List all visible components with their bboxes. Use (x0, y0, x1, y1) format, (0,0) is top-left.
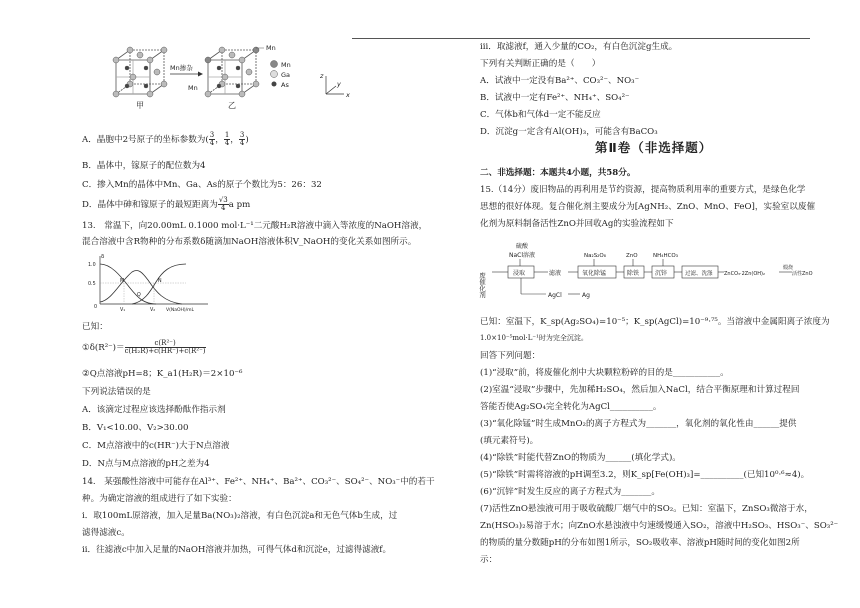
flow-side1: AgCl (548, 292, 562, 299)
legend-as: As (281, 81, 289, 89)
q12-option-d: D．晶体中砷和镓原子的最短距离为 $\frac{√3}{4}$ a pm (82, 196, 251, 212)
q15-p3b: (填元素符号)。 (480, 436, 539, 446)
flow-reagent2: Na₂S₂O₈ (584, 253, 606, 259)
q13-option-c: C．M点溶液中的c(HR⁻)大于N点溶液 (82, 441, 230, 451)
q14-step2: ⅱ．往滤液c中加入足量的NaOH溶液并加热，可得气体d和沉淀e，过滤得滤液f。 (82, 545, 392, 555)
chart-q: Q (137, 293, 141, 298)
label-jia: 甲 (136, 101, 144, 110)
flow-reagent4: NH₄HCO₃ (653, 253, 678, 259)
q15-p4: (4)“除铁”时能代替ZnO的物质为______(填化学式)。 (480, 453, 681, 463)
chart-xlabel: V(NaOH)/mL (166, 308, 195, 313)
q15-known: 已知：室温下，K_sp(Ag₂SO₄)=10⁻⁵；K_sp(AgCl)=10⁻⁹·⁷⁵。当溶液中金属阳离子浓度为 (480, 317, 830, 327)
q15-p7a: (7)活性ZnO悬浊液可用于吸收硫酸厂烟气中的SO₂。已知：室温下，ZnSO₃微溶于水， (480, 504, 813, 514)
legend-mn-swatch (271, 61, 278, 68)
frac-a2: $\frac{1}{4}$ (224, 131, 230, 147)
q13-known: 已知： (82, 322, 108, 332)
frac-delta: $\frac{\text{c(R²⁻)}}{\text{c(H₂R)+c(HR⁻)+c(R²⁻)}}$ (124, 339, 206, 355)
q15-line3: 化剂为原料制备活性ZnO并回收Ag的实验流程如下 (480, 219, 674, 229)
q14-line1: 14. 某强酸性溶液中可能存在Al³⁺、Fe²⁺、NH₄⁺、Ba²⁺、CO₃²⁻、SO₄²⁻、NO₃⁻中的若干 (82, 477, 435, 487)
q14-question: 下列有关判断正确的是（ ） (480, 59, 601, 69)
q15-p5: (5)“除铁”时需将溶液的pH调至3.2，则K_sp[Fe(OH)₃]=__________(已知10⁰·⁶≈4)。 (480, 470, 810, 480)
flow-reagent1: 硫酸 (516, 243, 529, 250)
q15-p1: (1)“浸取”前，将废催化剂中大块颗粒粉碎的目的是___________。 (480, 368, 729, 378)
q13-line2: 混合溶液中含R物种的分布系数δ随滴加NaOH溶液体积V_NaOH的变化关系如图所示。 (82, 237, 417, 247)
chart-ylabel: δ (101, 254, 105, 260)
flow-product1: ZnCO₃·2Zn(OH)₂ (724, 271, 765, 277)
flow-feed: 废催化剂 (478, 272, 486, 298)
q15-p3a: (3)“氧化除锰”时生成MnO₂的离子方程式为_______，氧化剂的氧化性由______提供 (480, 419, 797, 429)
xyz-axes (326, 76, 344, 94)
q15-line2: 思想的很好体现。复合催化剂主要成分为[AgNH₂、ZnO、MnO、FeO]，实验室以废催 (480, 202, 816, 212)
section2-subtitle: 二、非选择题：本题共4小题，共58分。 (480, 168, 636, 178)
flow-filtrate: 滤液 (549, 270, 562, 277)
legend-ga: Ga (281, 71, 291, 79)
q12-option-c: C．掺入Mn的晶体中Mn、Ga、As的原子个数比为5：26：32 (82, 180, 322, 190)
flow-step-leach: 浸取 (513, 270, 526, 277)
right-column-lower (478, 0, 839, 608)
left-column (82, 0, 435, 608)
flow-step-oxid: 氧化除锰 (582, 270, 607, 277)
flow-step-fe: 除铁 (627, 270, 640, 277)
flow-product2: 活性ZnO (792, 271, 813, 277)
axis-y: y (337, 80, 341, 88)
flow-reagent1b: NaCl溶液 (509, 252, 536, 259)
q13-known2: ②Q点溶液pH=8；K_a1(H₂R)＝2×10⁻⁶ (82, 369, 243, 379)
q14-step1a: ⅰ．取100mL原溶液，加入足量Ba(NO₃)₂溶液，有白色沉淀a和无色气体b生成，过 (82, 511, 398, 521)
distribution-chart (86, 252, 216, 314)
q14-option-a: A．试液中一定没有Ba²⁺、CO₃²⁻、NO₃⁻ (480, 76, 640, 86)
q14-option-d: D．沉淀g一定含有Al(OH)₃，可能含有BaCO₃ (480, 127, 658, 137)
q15-p2b: 答能否使Ag₂SO₄完全转化为AgCl__________。 (480, 402, 662, 412)
q13-option-a: A．该滴定过程应该选择酚酞作指示剂 (82, 405, 226, 415)
legend-mn: Mn (281, 61, 291, 69)
process-flowchart (478, 238, 813, 310)
q15-p6: (6)“沉锌”时发生反应的离子方程式为_______。 (480, 487, 660, 497)
legend-as-swatch (272, 82, 277, 87)
chart-y2: 0.5 (88, 282, 96, 287)
frac-a3: $\frac{3}{4}$ (239, 131, 245, 147)
chart-v1: V₁ (120, 308, 126, 313)
q13-option-d: D．N点与M点溶液的pH之差为4 (82, 459, 210, 469)
flow-step-prec: 沉锌 (655, 270, 668, 277)
label-yi: 乙 (228, 101, 236, 110)
chart-n: N (158, 279, 162, 284)
chart-m: M (120, 279, 125, 284)
q14-step1b: 滤得滤液c。 (82, 528, 130, 538)
q15-known2: 1.0×10⁻⁵mol·L⁻¹时为完全沉淀。 (480, 334, 588, 342)
curve-r (132, 264, 186, 304)
atoms-yi (205, 47, 259, 97)
chart-y1: 1.0 (88, 263, 96, 268)
q14-step3: ⅲ．取滤液f，通入少量的CO₂，有白色沉淀g生成。 (480, 42, 678, 52)
chart-y0: 0 (94, 305, 98, 310)
q14-option-b: B．试液中一定有Fe²⁺、NH₄⁺、SO₄²⁻ (480, 93, 630, 103)
q12-option-b: B．晶体中，镓原子的配位数为4 (82, 161, 206, 171)
frac-d: $\frac{√3}{4}$ (218, 196, 228, 212)
chart-v2: V₂ (150, 308, 156, 313)
flow-side2: Ag (582, 292, 590, 299)
arrow-label: Mn掺杂 (170, 64, 193, 72)
q13-option-b: B．V₁<10.00、V₂>30.00 (82, 423, 189, 433)
q12-option-a: A．晶胞中2号原子的坐标参数为( $\frac{3}{4}$ ， $\frac{1}{4}$ ， $\frac{3}{4}$ ) (82, 131, 249, 147)
q15-line1: 15.（14分）废旧物品的再利用是节约资源，提高物质利用率的重要方式，是绿色化学 (480, 185, 806, 195)
flow-step-filter: 过滤、洗涤 (685, 271, 713, 277)
section2-title: 第Ⅱ卷（非选择题） (595, 140, 713, 155)
crystal-structure-figure (106, 42, 376, 112)
flow-step-calc: 煅烧 (783, 265, 794, 271)
q15-p2a: (2)室温“浸取”步骤中，先加稀H₂SO₄，然后加入NaCl，结合平衡原理和计算过程回 (480, 385, 800, 395)
atoms-jia (113, 47, 167, 97)
q15-p7d: 示： (480, 555, 498, 565)
legend-ga-swatch (271, 71, 278, 78)
q14-line2: 种。为确定溶液的组成进行了如下实验： (82, 494, 237, 504)
atom-label-mn-right: Mn (266, 44, 276, 52)
axis-z: z (320, 72, 324, 80)
axis-x: x (346, 91, 350, 99)
frac-a1: $\frac{3}{4}$ (209, 131, 215, 147)
q15-answer-intro: 回答下列问题： (480, 351, 541, 361)
atom-label-mn-left: Mn (188, 84, 198, 92)
q15-p7c: 的物质的量分数随pH的分布如图1所示，SO₂吸收率、溶液pH随时间的变化如图2所 (480, 538, 800, 548)
q14-option-c: C．气体b和气体d一定不能反应 (480, 110, 601, 120)
q13-known1: ①δ(R²⁻)＝ $\frac{\text{c(R²⁻)}}{\text{c(H₂R)+c(HR⁻)+c(R²⁻)}}$ (82, 339, 206, 355)
q15-p7b: Zn(HSO₃)₂易溶于水；向ZnO水悬浊液中匀速缓慢通入SO₂，溶液中H₂SO₃、HSO₃⁻、SO₃²⁻ (480, 521, 839, 531)
q13-question: 下列说法错误的是 (82, 387, 151, 397)
q13-line1: 13. 常温下，向20.00mL 0.1000 mol·L⁻¹二元酸H₂R溶液中滴入等浓度的NaOH溶液， (82, 221, 428, 231)
flow-reagent3: ZnO (626, 253, 638, 259)
